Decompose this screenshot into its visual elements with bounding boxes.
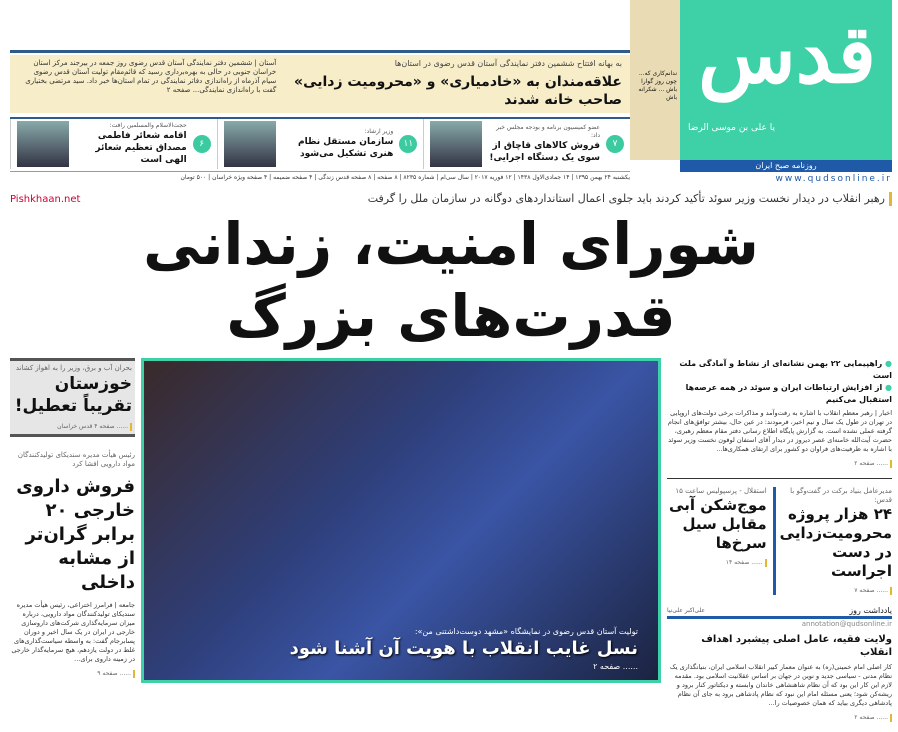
banner-side-text: آستان | ششمین دفتر نمایندگی آستان قدس رضوی روز جمعه در بیرجند مرکز استان خراسان جنوبی در حالی به بهره‌برداری رسید که قائم‌مقام تولیت آستان قدس رضوی سیام آذرماه از راه‌اندازی دفاتر نمایندگی در تمام استان‌ها خبر داد. سید مرتضی بختیاری گفت با راه‌اندازی نمایندگی... صفحه ۲ — [25, 59, 277, 94]
teaser[interactable] — [10, 119, 217, 169]
page-number-badge: ۱۱ — [399, 135, 417, 153]
story[interactable] — [773, 487, 892, 595]
lower-section — [10, 358, 892, 722]
top-news-block — [10, 0, 630, 184]
top-section — [10, 0, 892, 184]
right-column — [667, 358, 892, 722]
story-title: فروش داروی خارجی ۲۰ برابر گران‌تر از مشابه داخلی — [16, 476, 135, 593]
banner-kicker: به بهانه افتتاح ششمین دفتر نمایندگی آستان قدس رضوی در استان‌ها — [394, 59, 622, 68]
website-link[interactable]: www.qudsonline.ir — [775, 174, 892, 184]
page-ref: ...... صفحه ۴ قدس خراسان — [13, 423, 132, 431]
photo-caption — [164, 626, 638, 672]
teaser-title: فروش کالاهای قاچاق از سوی یک دستگاه اجرایی! — [489, 141, 600, 163]
masthead-column — [630, 0, 892, 184]
top-rule — [10, 50, 630, 53]
editorial[interactable] — [667, 605, 892, 722]
page-ref: ...... صفحه ۹ — [10, 670, 135, 678]
caption-title: نسل غایب انقلاب با هویت آن آشنا شود — [289, 638, 638, 659]
masthead-tagline: روزنامه صبح ایران — [680, 160, 892, 172]
main-photo[interactable] — [141, 358, 661, 683]
lead-bullet: ● از افزایش ارتباطات ایران و سوئد در همه عرصه‌ها استقبال می‌کنیم — [667, 382, 892, 406]
watermark: Pishkhaan.net — [10, 193, 81, 205]
story-title: موج‌شکن آبی مقابل سیل سرخ‌ها — [669, 496, 767, 552]
teaser-kicker: عضو کمیسیون برنامه و بودجه مجلس خبر داد: — [496, 124, 600, 139]
page-number-badge: ۷ — [606, 135, 624, 153]
story-body: جامعه | فرامرز اختراعی، رئیس هیأت مدیره سندیکای تولیدکنندگان مواد دارویی، درباره میزان سرمایه‌گذاری شرکت‌های داروسازی خارجی در ایران در یک سال اخیر و دوران پسابرجام گفت: به واسطه سیاست‌گذاری‌های غلط در دولت یازدهم، هیچ سرمایه‌گذار خارجی در زمینه داروی برای... — [11, 601, 135, 663]
story-title: ۲۴ هزار پروژه محرومیت‌زدایی در دست اجراست — [779, 505, 892, 580]
portrait-photo — [430, 121, 482, 167]
subhead-row — [10, 192, 892, 206]
page-ref: ...... صفحه ۲ — [667, 460, 892, 468]
page-ref: ...... صفحه ۲ — [593, 662, 638, 671]
newspaper-logo: قدس — [698, 7, 876, 101]
teaser[interactable] — [217, 119, 424, 169]
teaser-title: اقامه شعائر فاطمی مصداق تعظیم شعائر الهی است — [95, 131, 187, 165]
masthead-side-text: ندانم‌کاری که... چون روز گوارا باش ... شکرانه باش — [630, 0, 680, 160]
portrait-photo — [224, 121, 276, 167]
story[interactable] — [667, 487, 767, 595]
teaser-title: سازمان مستقل نظام هنری تشکیل می‌شود — [297, 137, 394, 159]
editorial-email[interactable]: annotation@qudsonline.ir — [801, 620, 892, 628]
dateline: یکشنبه ۲۴ بهمن ۱۳۹۵ | ۱۴ جمادی‌الاول ۱۴۳۸ | ۱۲ فوریه ۲۰۱۷ | سال سی‌ام | شماره ۸۲۳۵ | ۸ صفحه | ۸ صفحه قدس زندگی | ۴ صفحه ضمیمه | ۴ صفحه ویژه خراسان | ۵۰۰ تومان — [10, 171, 630, 182]
editorial-body: کار اصلی امام خمینی(ره) به عنوان معمار کبیر انقلاب اسلامی ایران، بنیانگذاری یک نظام مدنی - سیاسی جدید و نوین در جهان بر اساس عقلانیت اسلامی بود. مقدمه لازم این کار این بود که آن نظام شاهنشاهی خاندان وابسته و دیکتاتور کنار برود و ریشه‌کن شود؛ یعنی مسئله امام این نبود که نظام پادشاهی برود به جای آن نظام پادشاهی دیگری بیاید که همان خصوصیات را... — [669, 663, 892, 707]
khuzestan-box[interactable] — [10, 358, 135, 437]
page-ref: ...... صفحه ۱۴ — [667, 559, 767, 567]
story-kicker: مدیرعامل بنیاد برکت در گفت‌وگو با قدس: — [790, 487, 892, 504]
lead-bullet: ● راهپیمایی ۲۲ بهمن نشانه‌ای از نشاط و آمادگی ملت است — [667, 358, 892, 382]
caption-kicker: تولیت آستان قدس رضوی در نمایشگاه «مشهد دوست‌داشتنی من»: — [414, 627, 638, 636]
story-kicker: استقلال - پرسپولیس ساعت ۱۵ — [675, 487, 767, 495]
page-number-badge: ۶ — [193, 135, 211, 153]
story-kicker: رئیس هیأت مدیره سندیکای تولیدکنندگان مواد دارویی افشا کرد — [17, 451, 135, 468]
main-headline[interactable]: شورای امنیت، زندانی قدرت‌های بزرگ — [143, 210, 759, 350]
teaser[interactable] — [423, 119, 630, 169]
left-column — [10, 358, 135, 678]
banner[interactable] — [10, 55, 630, 113]
box-title: خوزستان تقریباً تعطیل! — [14, 374, 132, 416]
masthead — [680, 0, 892, 160]
teaser-row — [10, 117, 630, 169]
page-ref: ...... صفحه ۷ — [780, 587, 892, 595]
lead-subhead: رهبر انقلاب در دیدار نخست وزیر سوئد تأکید کردند باید جلوی اعمال استانداردهای دوگانه در سازمان ملل را گرفت — [368, 192, 892, 206]
portrait-photo — [17, 121, 69, 167]
editorial-title: ولایت فقیه، عامل اصلی پیشبرد اهداف انقلاب — [701, 634, 892, 658]
editorial-author: علی‌اکبر علی‌نیا — [667, 607, 705, 614]
box-kicker: بحران آب و برق، وزیر را به اهواز کشاند — [15, 364, 132, 372]
masthead-motto: یا علی بن موسی الرضا — [688, 123, 776, 133]
banner-title: علاقه‌مندان به «خادمیاری» و «محرومیت زدایی» صاحب خانه شدند — [294, 74, 622, 108]
teaser-kicker: وزیر ارشاد: — [364, 128, 394, 135]
teaser-kicker: حجت‌الاسلام والمسلمین رافت: — [109, 122, 187, 129]
page-ref: ...... صفحه ۲ — [667, 714, 892, 722]
lead-body: اخبار | رهبر معظم انقلاب با اشاره به رفت‌وآمد و مذاکرات برخی دولت‌های اروپایی در تهران در طول یک سال و نیم اخیر، فرمودند: در عین حال، بیشتر توافق‌های انجام گرفته عملی نشده است. به گزارش پایگاه اطلاع رسانی دفتر مقام معظم رهبری، حضرت آیت‌الله خامنه‌ای عصر دیروز در دیدار آقای استفان لوفون نخست وزیر سوئد با اشاره به ظرفیت‌های فراوان دو کشور برای ارتقای همکاری‌ها... — [667, 409, 892, 453]
editorial-section: یادداشت روز — [849, 606, 892, 615]
